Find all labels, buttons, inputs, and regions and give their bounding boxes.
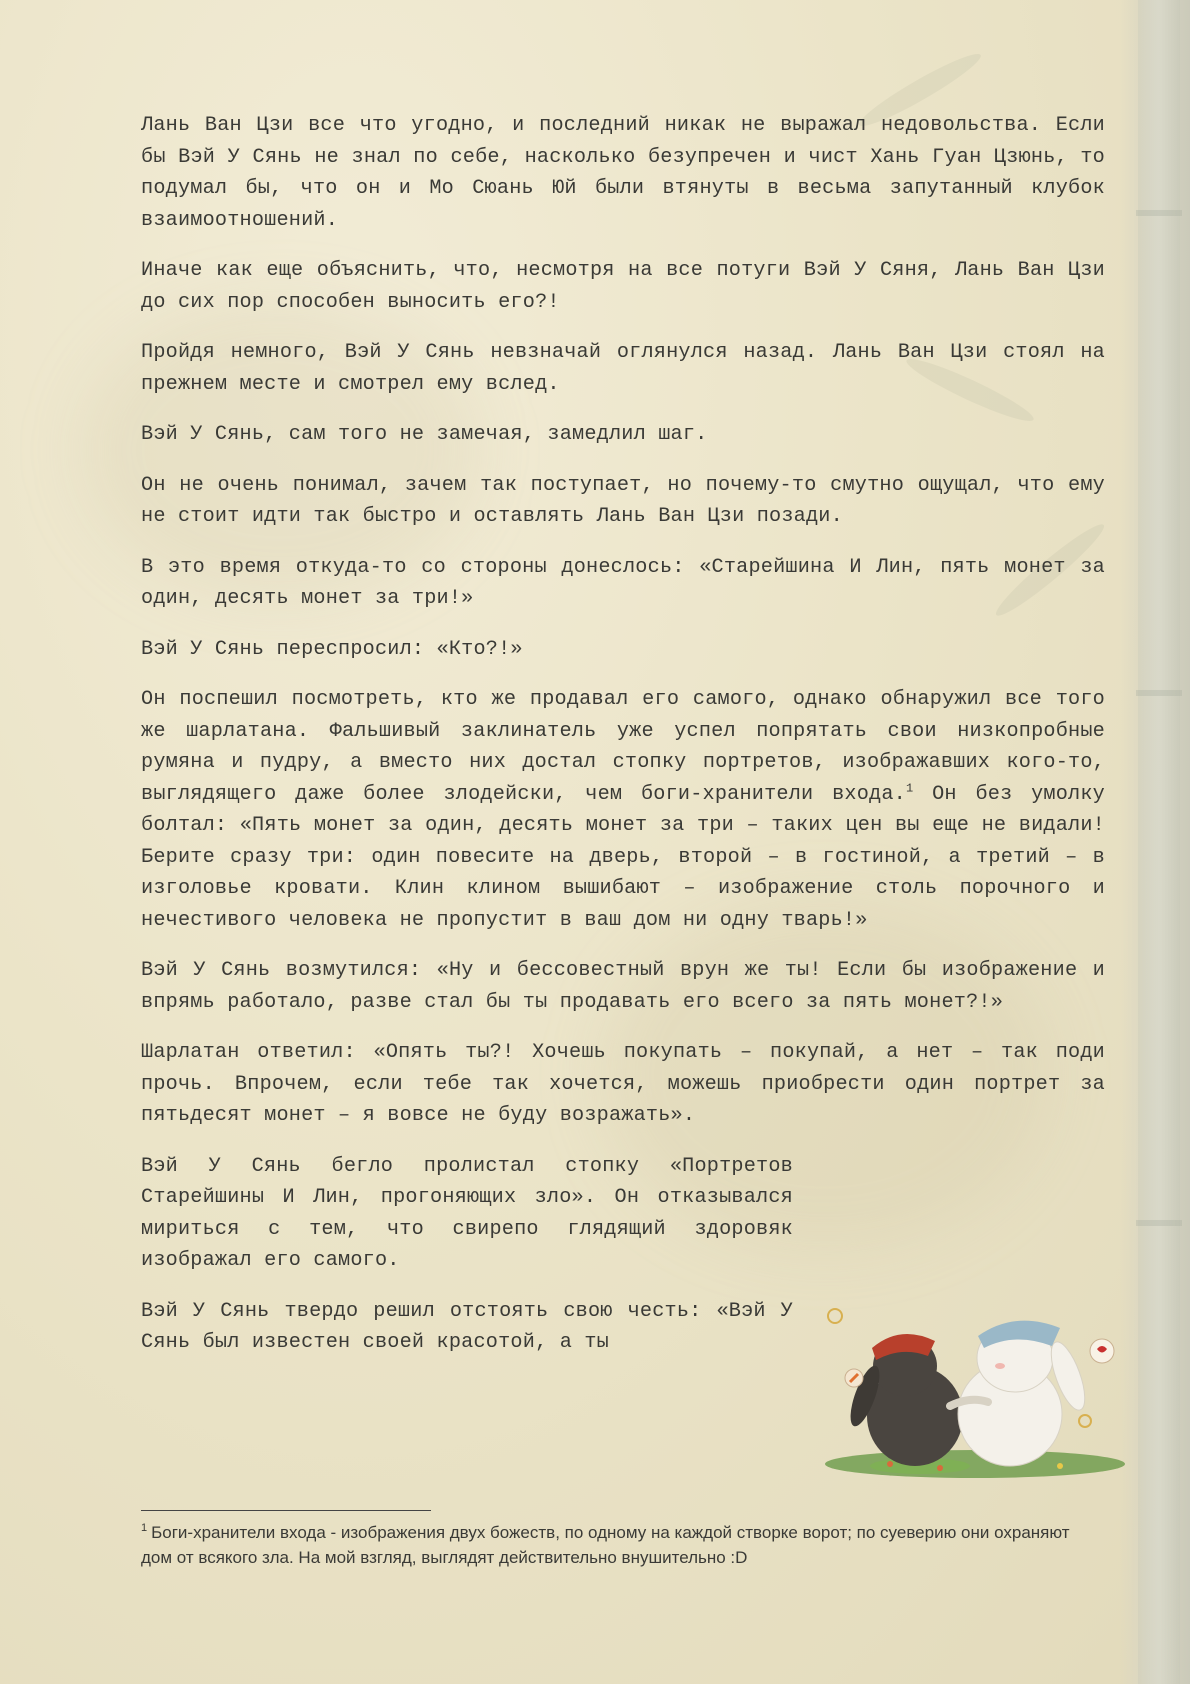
paragraph: Шарлатан ответил: «Опять ты?! Хочешь покупать – покупай, а нет – так поди прочь. Впрочем, если тебе так хочется, можешь приобрести один портрет за пятьдесят монет – я вовсе не буду возражать». <box>141 1041 1105 1127</box>
footnote <box>141 1520 1105 1570</box>
butterfly-icon <box>828 1309 842 1323</box>
footnote-ref: 1 <box>905 780 914 795</box>
bamboo-stalk <box>1138 0 1180 1684</box>
paragraph-with-footnote <box>141 684 1105 936</box>
two-rabbits-illustration <box>810 1296 1130 1486</box>
flower-icon <box>1057 1463 1063 1469</box>
paragraph: Вэй У Сянь, сам того не замечая, замедлил шаг. <box>141 423 708 446</box>
paragraph: Лань Ван Цзи все что угодно, и последний никак не выражал недовольства. Если бы Вэй У Сянь не знал по себе, насколько безупречен и чист Хань Гуан Цзюнь, то подумал бы, что он и Мо Сюань Юй были втянуты в весьма запутанный клубок взаимоотношений. <box>141 114 1105 232</box>
bamboo-node <box>1136 210 1182 216</box>
paragraph-text-after: Он без умолку болтал: «Пять монет за один, десять монет за три – таких цен вы еще не видали! Берите сразу три: один повесите на дверь, второй – в гостиной, а третий – в изголовье кровати. Клин клином вышибают – изображение столь порочного и нечестивого человека не пропустит в ваш дом ни одну тварь!» <box>141 782 1106 932</box>
paragraph: Вэй У Сянь возмутился: «Ну и бессовестный врун же ты! Если бы изображение и впрямь работало, разве стал бы ты продавать его всего за пять монет?!» <box>141 959 1105 1014</box>
flower-icon <box>887 1461 893 1467</box>
footnote-number: 1 <box>141 1522 148 1535</box>
paragraph: Пройдя немного, Вэй У Сянь невзначай оглянулся назад. Лань Ван Цзи стоял на прежнем месте и смотрел ему вслед. <box>141 341 1105 396</box>
paragraph: В это время откуда-то со стороны донеслось: «Старейшина И Лин, пять монет за один, десять монет за три!» <box>141 555 1105 610</box>
paragraph: Вэй У Сянь переспросил: «Кто?!» <box>141 637 523 661</box>
paragraph: Он не очень понимал, зачем так поступает, но почему-то смутно ощущал, что ему не стоит идти так быстро и оставлять Лань Ван Цзи позади. <box>141 473 1105 528</box>
bamboo-node <box>1136 690 1182 696</box>
flower-icon <box>937 1465 943 1471</box>
footnote-text: Боги-хранители входа - изображения двух божеств, по одному на каждой створке ворот; по суеверию они охраняют дом от всякого зла. На мой взгляд, выглядят действительно внушительно :D <box>141 1523 1070 1567</box>
main-text <box>141 110 1105 1378</box>
butterfly-icon <box>1079 1415 1091 1427</box>
bamboo-node <box>1136 1220 1182 1226</box>
paragraph: Вэй У Сянь твердо решил отстоять свою честь: «Вэй У Сянь был известен своей красотой, а ты <box>141 1299 793 1354</box>
paragraph: Иначе как еще объяснить, что, несмотря на все потуги Вэй У Сяня, Лань Ван Цзи до сих пор способен выносить его?! <box>141 259 1105 314</box>
paragraph: Вэй У Сянь бегло пролистал стопку «Портретов Старейшины И Лин, прогоняющих зло». Он отказывался мириться с тем, что свирепо глядящий здоровяк изображал его самого. <box>141 1154 793 1272</box>
footnote-separator <box>141 1510 431 1511</box>
blush <box>995 1363 1005 1369</box>
grass-patch <box>825 1450 1125 1478</box>
paragraph-text-before: Он поспешил посмотреть, кто же продавал его самого, однако обнаружил все того же шарлатана. Фальшивый заклинатель уже успел попрятать свои низкопробные румяна и пудру, а вместо них достал стопку портретов, изображавших кого-то, выглядящего даже более злодейски, чем боги-хранители входа. <box>141 688 1105 806</box>
